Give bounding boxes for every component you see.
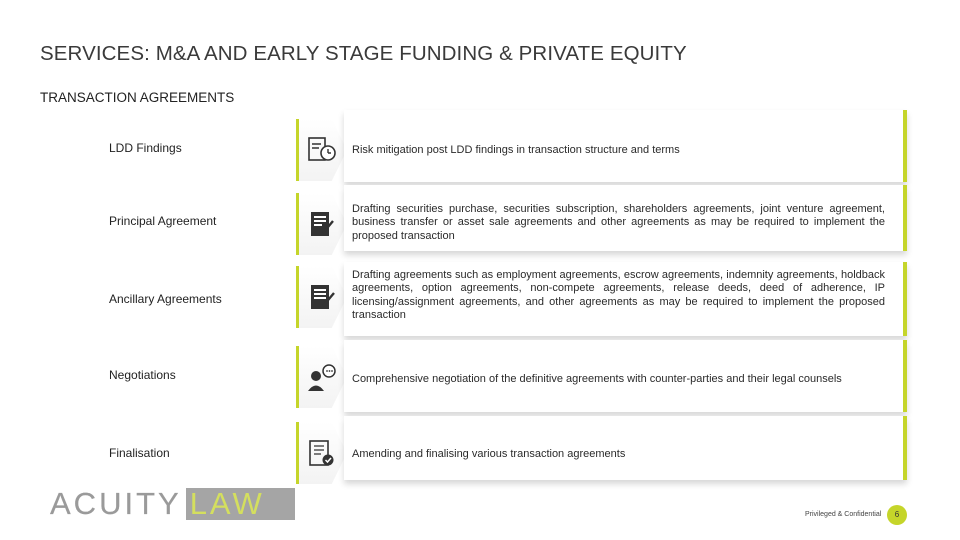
row-icon-box — [296, 193, 347, 255]
row-description: Drafting agreements such as employment agreements, escrow agreements, indemnity agreements, holdback agreements, option agreements, non-compete agreements, release deeds, deed of adherence, IP licensing/assignment agreements, and other agreements as may be required to implement the proposed transaction — [352, 269, 885, 321]
logo-text-acuity: ACUITY — [50, 486, 182, 521]
contract-pen-icon — [306, 282, 340, 314]
row-description-box — [344, 416, 907, 480]
row-description: Risk mitigation post LDD findings in transaction structure and terms — [352, 144, 680, 156]
checklist-approved-icon — [306, 438, 340, 470]
page-number-badge: 6 — [887, 505, 907, 525]
row-icon-box — [296, 422, 347, 484]
row-icon-box — [296, 346, 347, 408]
section-subtitle: TRANSACTION AGREEMENTS — [40, 90, 235, 105]
row-label-principal-agreement: Principal Agreement — [109, 214, 217, 228]
confidential-notice: Privileged & Confidential — [805, 511, 882, 518]
row-description: Drafting securities purchase, securities subscription, shareholders agreements, joint venture agreement, business transfer or asset sale agreements and other agreements as may be required to implement the proposed transaction — [352, 203, 885, 242]
row-label-ancillary-agreements: Ancillary Agreements — [109, 292, 222, 306]
row-label-negotiations: Negotiations — [109, 368, 176, 382]
row-description-box — [344, 340, 907, 412]
acuity-law-logo — [50, 488, 295, 520]
row-description: Comprehensive negotiation of the definitive agreements with counter-parties and their legal counsels — [352, 373, 842, 385]
row-description: Amending and finalising various transaction agreements — [352, 448, 626, 460]
row-description-box — [344, 110, 907, 182]
row-icon-box — [296, 266, 347, 328]
row-icon-box — [296, 119, 347, 181]
row-label-ldd-findings: LDD Findings — [109, 141, 182, 155]
row-description-box — [344, 262, 907, 336]
logo-text-law: LAW — [186, 488, 295, 520]
row-description-box — [344, 185, 907, 251]
signed-contract-icon — [306, 209, 340, 241]
document-clock-icon — [306, 135, 340, 167]
row-label-finalisation: Finalisation — [109, 446, 170, 460]
page-title: SERVICES: M&A AND EARLY STAGE FUNDING & PRIVATE EQUITY — [40, 42, 687, 65]
person-speech-icon — [306, 362, 340, 394]
